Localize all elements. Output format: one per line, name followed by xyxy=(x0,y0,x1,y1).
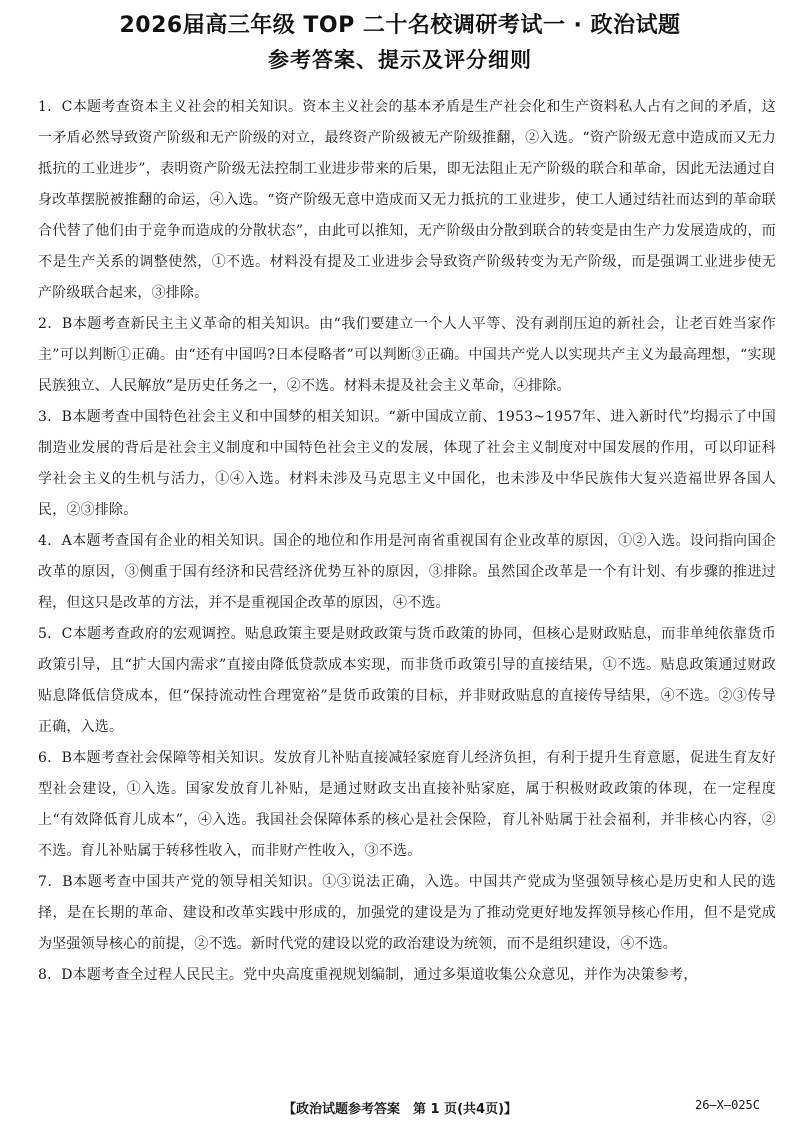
page-title: 2026届高三年级 TOP 二十名校调研考试一 · 政治试题 xyxy=(119,13,681,38)
exam-code: 26—X—025C xyxy=(694,1098,760,1112)
answer-item-5: 5．C本题考查政府的宏观调控。贴息政策主要是财政政策与货币政策的协同，但核心是财政贴息，而非单纯依靠货币政策引导，且“扩大国内需求”直接由降低贷款成本实现，而非货币政策引导的直接结果，①不选。贴息政策通过财政贴息降低信贷成本，但“保持流动性合理宽裕”是货币政策的目标，并非财政贴息的直接传导结果，④不选。②③传导正确，入选。 xyxy=(38,626,776,735)
answer-item-3: 3．B本题考查中国特色社会主义和中国梦的相关知识。“新中国成立前、1953~1957年、进入新时代”均揭示了中国制造业发展的背后是社会主义制度和中国特色社会主义的发展，体现了社会主义制度对中国发展的作用，可以印证科学社会主义的生机与活力，①④入选。材料未涉及马克思主义中国化，也未涉及中华民族伟大复兴造福世界各国人民，②③排除。 xyxy=(38,409,776,518)
answer-item-8: 8．D本题考查全过程人民民主。党中央高度重视规划编制，通过多渠道收集公众意见，并作为决策参考， xyxy=(38,967,698,983)
answer-item-6: 6．B本题考查社会保障等相关知识。发放育儿补贴直接减轻家庭育儿经济负担，有利于提升生育意愿，促进生育友好型社会建设，①入选。国家发放育儿补贴，是通过财政支出直接补贴家庭，属于积极财政政策的体现，在一定程度上“有效降低育儿成本”，④入选。我国社会保障体系的核心是社会保险，育儿补贴属于社会福利，并非核心内容，②不选。育儿补贴属于转移性收入，而非财产性收入，③不选。 xyxy=(38,750,776,859)
answer-item-4: 4．A本题考查国有企业的相关知识。国企的地位和作用是河南省重视国有企业改革的原因，①②入选。设问指向国企改革的原因，③侧重于国有经济和民营经济优势互补的原因，③排除。虽然国企改革是一个有计划、有步骤的推进过程，但这只是改革的方法，并不是重视国企改革的原因，④不选。 xyxy=(38,533,776,611)
answer-item-1: 1．C本题考查资本主义社会的相关知识。资本主义社会的基本矛盾是生产社会化和生产资料私人占有之间的矛盾，这一矛盾必然导致资产阶级和无产阶级的对立，最终资产阶级被无产阶级推翻，②入选。“资产阶级无意中造成而又无力抵抗的工业进步”，表明资产阶级无法控制工业进步带来的后果，即无法阻止无产阶级的联合和革命，因此无法通过自身改革摆脱被推翻的命运，④入选。“资产阶级无意中造成而又无力抵抗的工业进步，使工人通过结社而达到的革命联合代替了他们由于竞争而造成的分散状态”，由此可以推知，无产阶级由分散到联合的转变是由生产力发展造成的，而不是生产关系的调整使然，①不选。材料没有提及工业进步会导致资产阶级转变为无产阶级，而是强调工业进步使无产阶级联合起来，③排除。 xyxy=(38,99,776,301)
answer-item-2: 2．B本题考查新民主主义革命的相关知识。由“我们要建立一个人人平等、没有剥削压迫的新社会，让老百姓当家作主”可以判断①正确。由“还有中国吗?日本侵略者”可以判断③正确。中国共产党人以实现共产主义为最高理想，“实现民族独立、人民解放”是历史任务之一，②不选。材料未提及社会主义革命，④排除。 xyxy=(38,316,776,394)
page-subtitle: 参考答案、提示及评分细则 xyxy=(268,48,532,72)
page-number-label: 【政治试题参考答案 第 1 页(共4页)】 xyxy=(282,1102,518,1117)
answer-item-7: 7．B本题考查中国共产党的领导相关知识。①③说法正确，入选。中国共产党成为坚强领导核心是历史和人民的选择，是在长期的革命、建设和改革实践中形成的，加强党的建设是为了推动党更好地发挥领导核心作用，但不是党成为坚强领导核心的前提，②不选。新时代党的建设以党的政治建设为统领，而不是组织建设，④不选。 xyxy=(38,874,776,952)
answer-list xyxy=(38,92,776,991)
